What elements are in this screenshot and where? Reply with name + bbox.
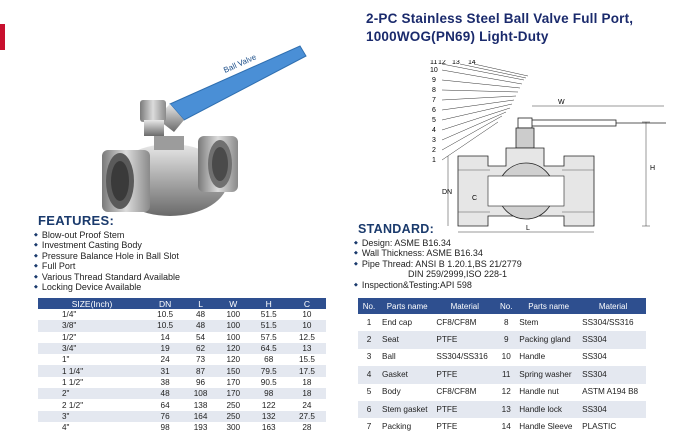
table-row	[358, 401, 646, 418]
table-cell: 18	[288, 388, 326, 399]
table-cell: 48	[196, 310, 206, 320]
material-col-header: Material	[434, 298, 495, 314]
table-cell: Packing	[382, 422, 412, 432]
table-cell: 1"	[62, 355, 70, 365]
table-cell: SS304	[580, 331, 646, 348]
feature-item: ◆ Pressure Balance Hole in Ball Slot	[34, 251, 180, 261]
no-col-header-2: No.	[495, 298, 517, 314]
table-cell: Body	[382, 387, 401, 397]
table-cell: 108	[184, 388, 217, 399]
table-row	[38, 343, 326, 354]
features-list	[34, 230, 180, 292]
table-cell: 90.5	[260, 377, 277, 387]
table-cell: 100	[226, 332, 241, 342]
table-cell: ASTM A194 B8	[582, 387, 639, 397]
table-cell: 64.5	[250, 343, 288, 354]
table-cell: 193	[193, 423, 208, 433]
table-cell: 1	[366, 317, 372, 327]
product-title	[366, 10, 666, 46]
table-row	[38, 377, 326, 388]
table-cell: SS304/SS316	[582, 317, 634, 327]
table-cell: 120	[217, 343, 250, 354]
parts-material-table	[358, 298, 646, 436]
table-cell: 27.5	[288, 411, 326, 422]
table-cell: 100	[217, 320, 250, 331]
table-cell: 13	[495, 401, 517, 418]
parts-name-col-header: Parts name	[380, 298, 434, 314]
table-cell: 3/8"	[38, 320, 146, 331]
handle-text: Ball Valve	[222, 52, 258, 75]
no-col-header: No.	[358, 298, 380, 314]
callout-number: 5	[432, 117, 436, 124]
table-cell: 13	[288, 343, 326, 354]
feature-item: ◆ Investment Casting Body	[34, 240, 180, 250]
table-cell: 1/4"	[62, 310, 77, 320]
w-col-header: W	[217, 298, 250, 309]
dn-col-header: DN	[146, 298, 184, 309]
feature-item: ◆ Various Thread Standard Available	[34, 272, 180, 282]
table-row	[38, 354, 326, 365]
table-cell: 250	[226, 400, 241, 410]
table-cell: 11	[495, 366, 517, 383]
table-row	[38, 411, 326, 422]
table-cell: 24	[160, 355, 170, 365]
callout-number: 12	[438, 60, 446, 66]
feature-item: ◆ Locking Device Available	[34, 282, 180, 292]
table-row	[38, 309, 326, 320]
parts-table-body	[358, 314, 646, 436]
table-row	[38, 365, 326, 376]
table-cell: 79.5	[250, 365, 288, 376]
table-cell: 51.5	[250, 320, 288, 331]
table-cell: 7	[366, 422, 372, 432]
table-cell: 1/2"	[62, 332, 77, 342]
feature-item: ◆ Blow-out Proof Stem	[34, 230, 180, 240]
table-cell: 12.5	[298, 332, 315, 342]
table-cell: 8	[503, 317, 509, 327]
table-cell: PTFE	[434, 366, 495, 383]
table-cell: Stem	[519, 317, 539, 327]
title-line-1: 2-PC Stainless Steel Ball Valve Full Port,	[366, 11, 634, 26]
table-cell: Handle nut	[519, 387, 559, 397]
table-cell: Handle Sleeve	[519, 422, 573, 432]
table-row	[358, 366, 646, 383]
dim-h-label: H	[650, 165, 656, 172]
table-cell: 31	[146, 365, 184, 376]
table-cell: 10.5	[157, 310, 174, 320]
table-cell: 163	[261, 423, 276, 433]
dim-l-label: L	[526, 225, 530, 232]
table-cell: 10	[288, 320, 326, 331]
size-table-body	[38, 309, 326, 433]
table-cell: 300	[226, 423, 241, 433]
table-cell: 98	[250, 388, 288, 399]
standard-item: ◆ Pipe Thread: ANSI B 1.20.1,BS 21/2779	[354, 259, 522, 269]
table-cell: 51.5	[260, 310, 277, 320]
table-cell: 12	[501, 387, 511, 397]
table-cell: 170	[217, 388, 250, 399]
callout-number: 7	[432, 97, 436, 104]
table-cell: 5	[366, 387, 372, 397]
table-cell: 87	[184, 365, 217, 376]
table-cell: 14	[160, 332, 170, 342]
table-cell: PLASTIC	[582, 422, 617, 432]
table-cell: 62	[184, 343, 217, 354]
callout-number: 6	[432, 107, 436, 114]
standard-item: ◆ Wall Thickness: ASME B16.34	[354, 248, 522, 258]
table-cell: 1 1/2"	[62, 377, 84, 387]
table-cell: 14	[501, 422, 511, 432]
dim-dn-label: DN	[442, 189, 453, 196]
table-cell: 2	[358, 331, 380, 348]
table-cell: PTFE	[434, 331, 495, 348]
table-cell: 38	[160, 377, 170, 387]
table-cell: 15.5	[298, 355, 315, 365]
features-heading: FEATURES:	[38, 213, 115, 228]
table-cell: 28	[302, 423, 312, 433]
table-cell: 164	[184, 411, 217, 422]
callout-number: 4	[432, 127, 436, 134]
table-cell: 18	[302, 377, 312, 387]
table-cell: 4	[358, 366, 380, 383]
table-cell: 98	[160, 423, 170, 433]
table-cell: 10	[302, 310, 312, 320]
callout-number: 13	[452, 60, 460, 66]
table-cell: SS304	[580, 401, 646, 418]
table-cell: SS304	[580, 366, 646, 383]
table-cell: End cap	[382, 317, 413, 327]
table-cell: 10	[501, 352, 511, 362]
callout-number: 9	[432, 77, 436, 84]
technical-drawing	[428, 60, 676, 236]
table-cell: 76	[146, 411, 184, 422]
table-cell: SS304	[582, 352, 607, 362]
table-row	[358, 314, 646, 331]
callout-number: 3	[432, 137, 436, 144]
table-cell: Packing gland	[517, 331, 580, 348]
table-cell: 138	[193, 400, 208, 410]
table-cell: SS304/SS316	[436, 352, 488, 362]
standard-item: DIN 259/2999,ISO 228-1	[408, 269, 508, 280]
table-cell: 19	[146, 343, 184, 354]
table-cell: 122	[261, 400, 276, 410]
table-row	[38, 399, 326, 410]
table-row	[38, 332, 326, 343]
size-dimension-table	[38, 298, 326, 433]
table-row	[38, 422, 326, 433]
h-col-header: H	[250, 298, 288, 309]
table-cell: 73	[196, 355, 206, 365]
table-row	[358, 331, 646, 348]
table-cell: PTFE	[434, 401, 495, 418]
callout-number: 10	[430, 67, 438, 74]
callout-number: 14	[468, 60, 476, 66]
table-row	[358, 418, 646, 435]
table-cell: CF8/CF8M	[436, 387, 477, 397]
table-cell: 3	[366, 352, 372, 362]
table-cell: 132	[250, 411, 288, 422]
table-cell: Ball	[382, 352, 396, 362]
table-row	[358, 384, 646, 401]
title-line-2: 1000WOG(PN69) Light-Duty	[366, 29, 549, 44]
dim-w-label: W	[558, 99, 565, 106]
standard-list	[354, 238, 522, 290]
callout-labels	[430, 60, 476, 164]
callout-number: 8	[432, 87, 436, 94]
table-cell: 3/4"	[38, 343, 146, 354]
table-cell: Handle lock	[517, 401, 580, 418]
table-cell: 24	[302, 400, 312, 410]
table-cell: 170	[226, 377, 241, 387]
table-cell: PTFE	[436, 422, 458, 432]
table-cell: 68	[264, 355, 274, 365]
table-cell: 120	[226, 355, 241, 365]
parts-name-col-header-2: Parts name	[517, 298, 580, 314]
table-cell: 10.5	[146, 320, 184, 331]
table-row	[38, 320, 326, 331]
table-cell: 1 1/4"	[38, 365, 146, 376]
size-col-header: SIZE(Inch)	[38, 298, 146, 309]
table-cell: 100	[226, 310, 241, 320]
callout-number: 2	[432, 147, 436, 154]
table-cell: 9	[495, 331, 517, 348]
table-cell: 3"	[38, 411, 146, 422]
standard-item: ◆ Inspection&Testing:API 598	[354, 280, 522, 290]
table-cell: 17.5	[288, 365, 326, 376]
table-cell: Spring washer	[517, 366, 580, 383]
ball-valve-photo	[100, 40, 312, 220]
table-cell: Handle	[519, 352, 546, 362]
table-row	[358, 349, 646, 366]
standard-item: ◆ Design: ASME B16.34	[354, 238, 522, 248]
callout-number: 1	[432, 157, 436, 164]
standard-heading: STANDARD:	[358, 222, 435, 236]
table-cell: 57.5	[260, 332, 277, 342]
feature-item: ◆ Full Port	[34, 261, 180, 271]
table-cell: 250	[217, 411, 250, 422]
c-col-header: C	[288, 298, 326, 309]
callout-number: 11	[430, 60, 438, 66]
table-cell: CF8/CF8M	[436, 317, 477, 327]
table-cell: 6	[358, 401, 380, 418]
material-col-header-2: Material	[580, 298, 646, 314]
table-cell: 150	[217, 365, 250, 376]
table-cell: 64	[160, 400, 170, 410]
table-cell: 96	[196, 377, 206, 387]
table-cell: 2 1/2"	[62, 400, 84, 410]
table-cell: 4"	[62, 423, 70, 433]
table-cell: Stem gasket	[380, 401, 434, 418]
dim-c-label: C	[472, 195, 478, 202]
table-cell: 54	[196, 332, 206, 342]
red-accent-bar	[0, 24, 5, 50]
table-cell: 48	[146, 388, 184, 399]
table-cell: 2"	[38, 388, 146, 399]
table-row	[38, 388, 326, 399]
table-cell: 48	[184, 320, 217, 331]
table-cell: Gasket	[380, 366, 434, 383]
table-cell: Seat	[380, 331, 434, 348]
l-col-header: L	[184, 298, 217, 309]
